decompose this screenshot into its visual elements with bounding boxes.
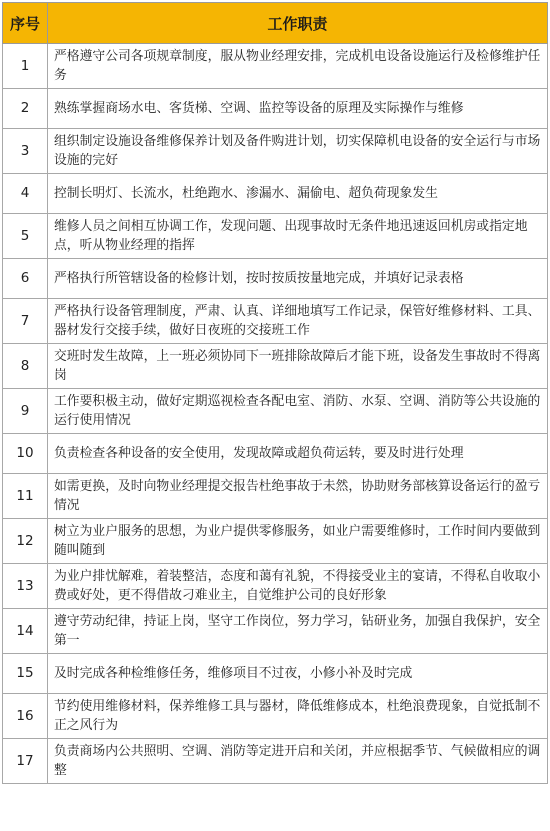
row-number: 13 <box>3 564 48 609</box>
row-number: 12 <box>3 519 48 564</box>
table-row <box>3 259 548 299</box>
table-row <box>3 299 548 344</box>
row-duty-text: 如需更换，及时向物业经理提交报告杜绝事故于未然，协助财务部核算设备运行的盈亏情况 <box>48 474 548 519</box>
row-number: 9 <box>3 389 48 434</box>
header-duty: 工作职责 <box>48 3 548 44</box>
row-duty-text: 为业户排忧解难，着装整洁，态度和蔼有礼貌，不得接受业主的宴请，不得私自收取小费或好处，更不得借故刁难业主，自觉维护公司的良好形象 <box>48 564 548 609</box>
duty-table <box>2 2 548 784</box>
row-duty-text: 维修人员之间相互协调工作，发现问题、出现事故时无条件地迅速返回机房或指定地点，听从物业经理的指挥 <box>48 214 548 259</box>
duty-table-container <box>2 2 547 784</box>
row-number: 10 <box>3 434 48 474</box>
row-number: 1 <box>3 44 48 89</box>
table-row <box>3 89 548 129</box>
table-row <box>3 474 548 519</box>
row-duty-text: 严格执行所管辖设备的检修计划，按时按质按量地完成，并填好记录表格 <box>48 259 548 299</box>
row-number: 17 <box>3 739 48 784</box>
row-duty-text: 树立为业户服务的思想，为业户提供零修服务，如业户需要维修时，工作时间内要做到随叫随到 <box>48 519 548 564</box>
row-number: 15 <box>3 654 48 694</box>
table-row <box>3 389 548 434</box>
table-row <box>3 519 548 564</box>
header-no: 序号 <box>3 3 48 44</box>
row-duty-text: 严格执行设备管理制度，严肃、认真、详细地填写工作记录，保管好维修材料、工具、器材发行交接手续，做好日夜班的交接班工作 <box>48 299 548 344</box>
table-row <box>3 609 548 654</box>
table-row <box>3 344 548 389</box>
row-duty-text: 遵守劳动纪律，持证上岗，坚守工作岗位，努力学习，钻研业务，加强自我保护，安全第一 <box>48 609 548 654</box>
row-duty-text: 工作要积极主动，做好定期巡视检查各配电室、消防、水泵、空调、消防等公共设施的运行使用情况 <box>48 389 548 434</box>
table-row <box>3 564 548 609</box>
row-number: 5 <box>3 214 48 259</box>
row-number: 3 <box>3 129 48 174</box>
row-number: 16 <box>3 694 48 739</box>
row-duty-text: 交班时发生故障，上一班必须协同下一班排除故障后才能下班，设备发生事故时不得离岗 <box>48 344 548 389</box>
table-header-row <box>3 3 548 44</box>
row-duty-text: 控制长明灯、长流水，杜绝跑水、渗漏水、漏偷电、超负荷现象发生 <box>48 174 548 214</box>
row-number: 14 <box>3 609 48 654</box>
row-number: 11 <box>3 474 48 519</box>
table-row <box>3 654 548 694</box>
row-duty-text: 熟练掌握商场水电、客货梯、空调、监控等设备的原理及实际操作与维修 <box>48 89 548 129</box>
row-number: 8 <box>3 344 48 389</box>
table-row <box>3 694 548 739</box>
row-duty-text: 组织制定设施设备维修保养计划及备件购进计划，切实保障机电设备的安全运行与市场设施的完好 <box>48 129 548 174</box>
row-number: 6 <box>3 259 48 299</box>
table-row <box>3 174 548 214</box>
table-row <box>3 44 548 89</box>
row-duty-text: 严格遵守公司各项规章制度，服从物业经理安排，完成机电设备设施运行及检修维护任务 <box>48 44 548 89</box>
row-duty-text: 负责商场内公共照明、空调、消防等定进开启和关闭，并应根据季节、气候做相应的调整 <box>48 739 548 784</box>
table-row <box>3 129 548 174</box>
table-row <box>3 214 548 259</box>
row-number: 4 <box>3 174 48 214</box>
table-row <box>3 739 548 784</box>
table-row <box>3 434 548 474</box>
row-number: 2 <box>3 89 48 129</box>
row-duty-text: 节约使用维修材料，保养维修工具与器材，降低维修成本，杜绝浪费现象，自觉抵制不正之风行为 <box>48 694 548 739</box>
row-duty-text: 及时完成各种检维修任务，维修项目不过夜，小修小补及时完成 <box>48 654 548 694</box>
row-number: 7 <box>3 299 48 344</box>
row-duty-text: 负责检查各种设备的安全使用，发现故障或超负荷运转，要及时进行处理 <box>48 434 548 474</box>
